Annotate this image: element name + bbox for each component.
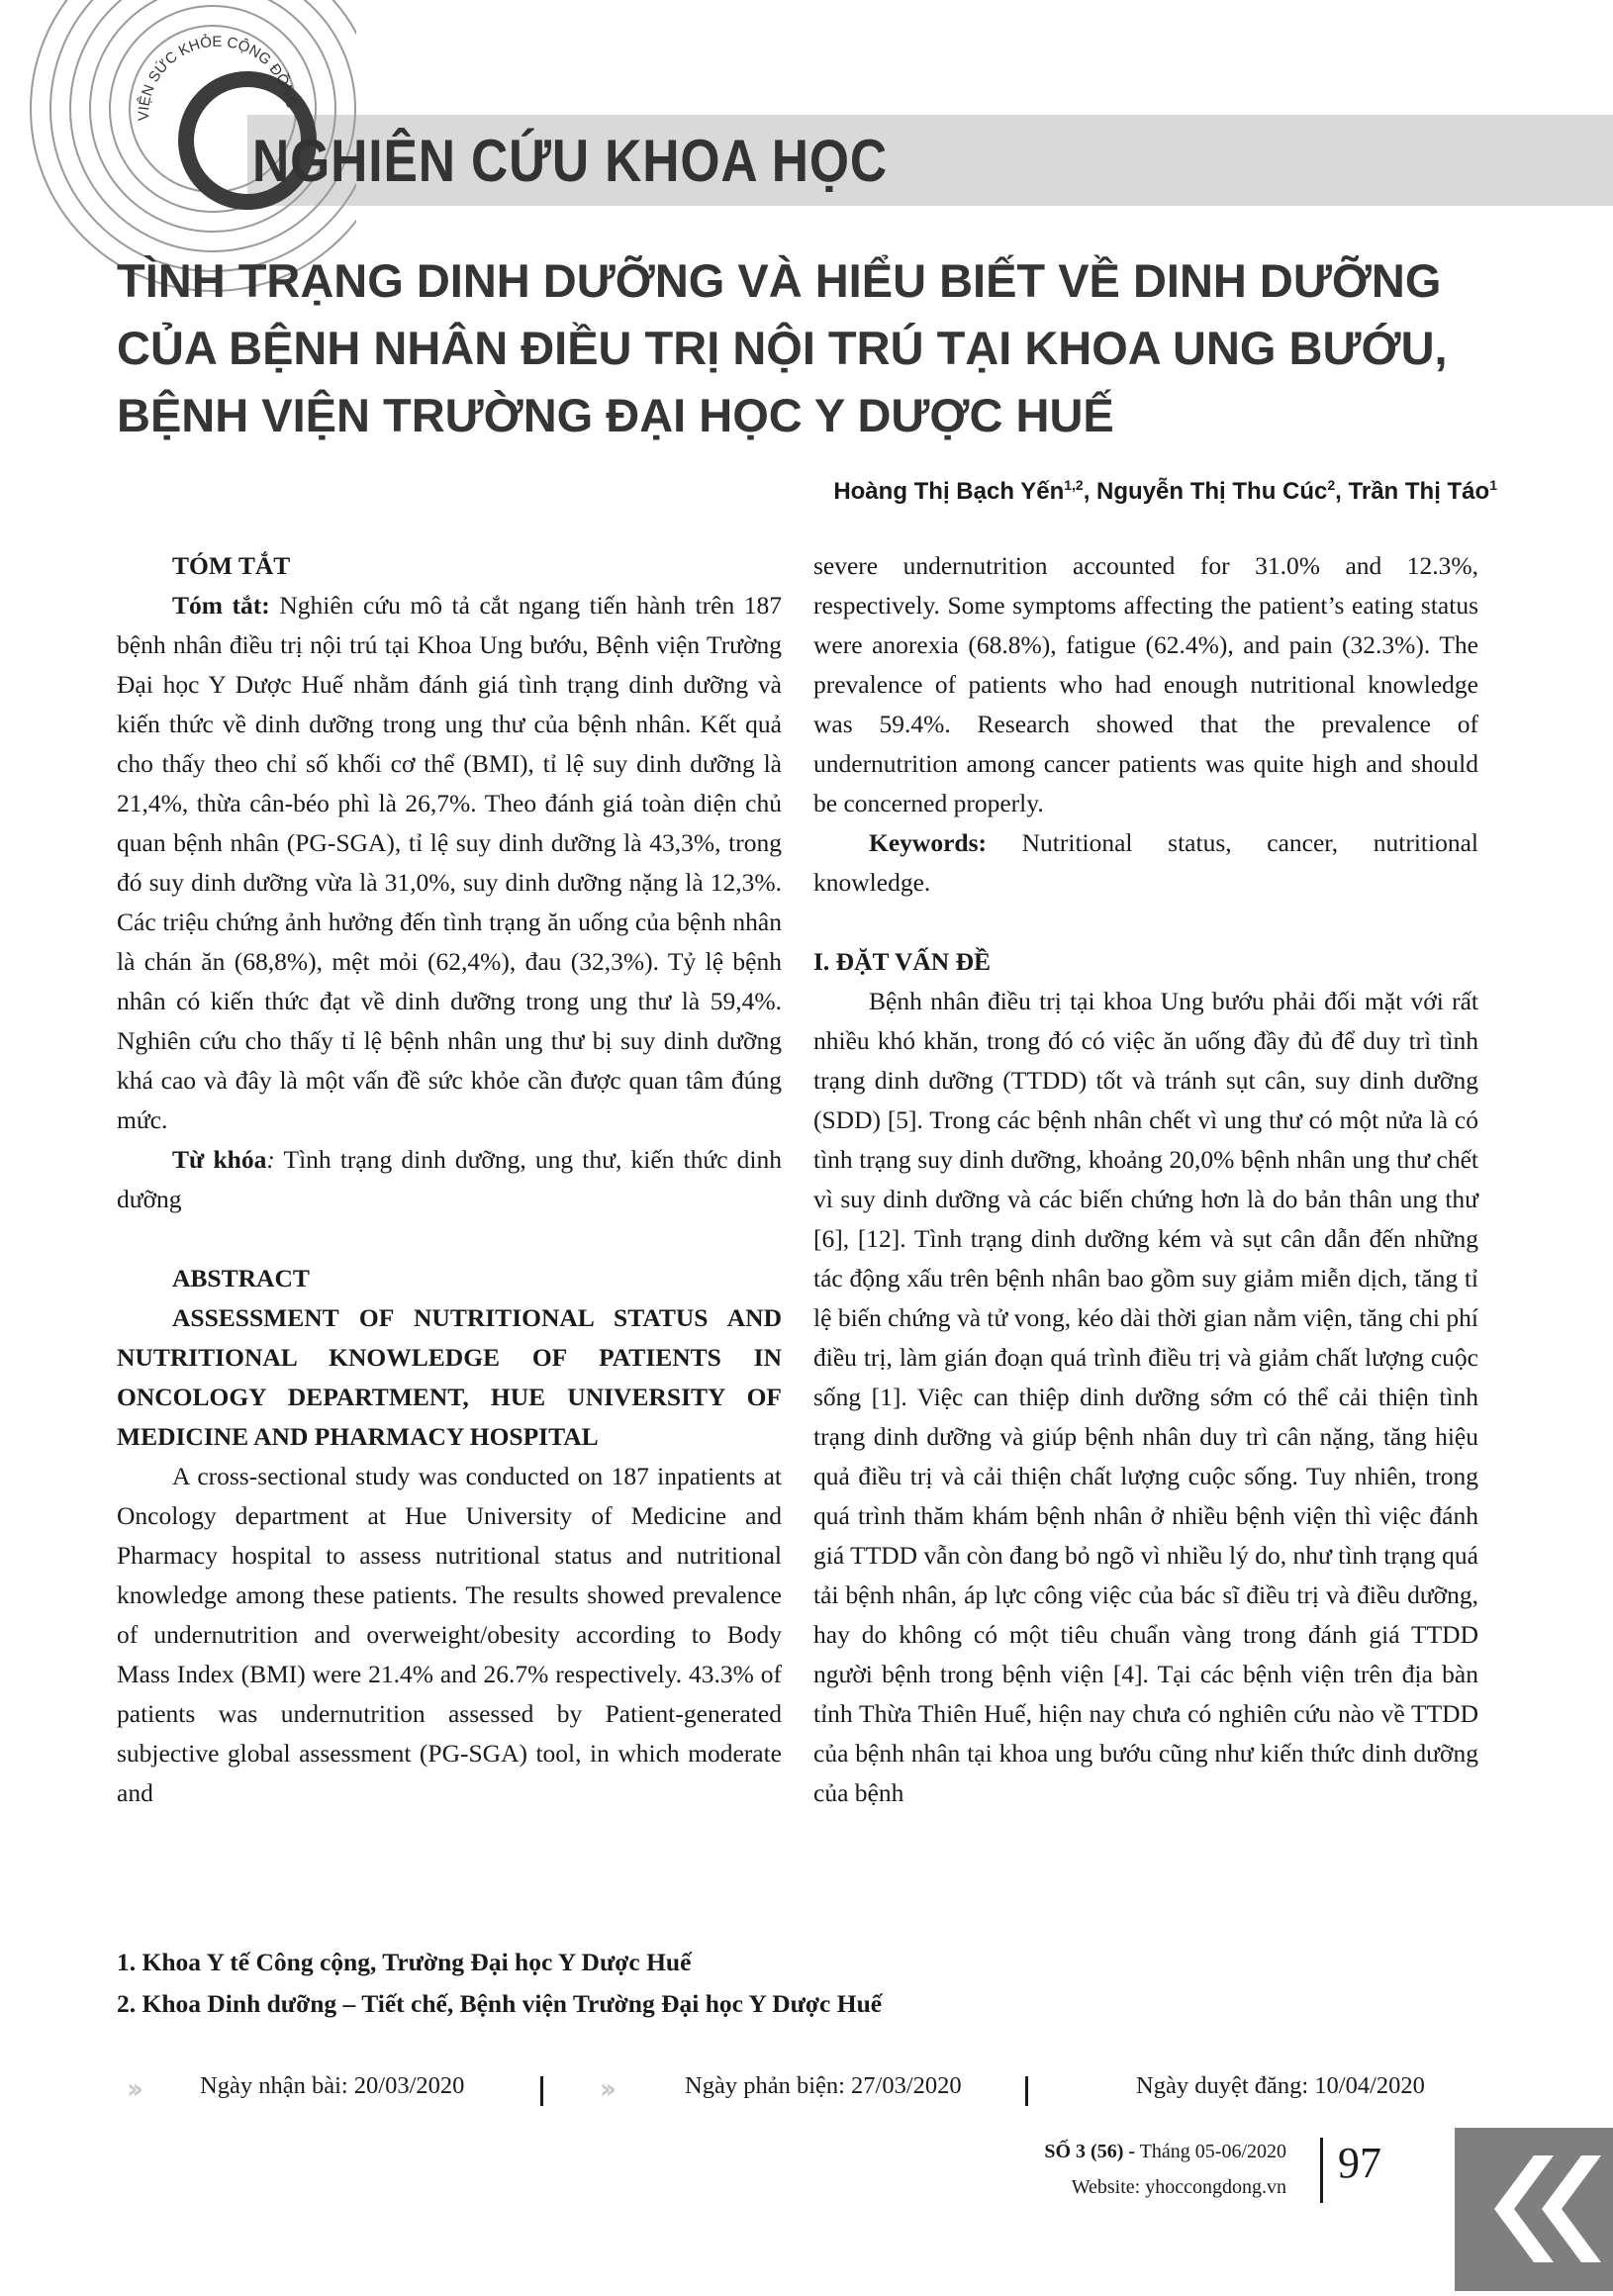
affiliations (117, 1942, 882, 2025)
issue-number: SỐ 3 (56) - (1044, 2141, 1136, 2162)
accepted-date: Ngày duyệt đăng: 10/04/2020 (1136, 2072, 1425, 2099)
en-keywords (813, 823, 1478, 903)
issue-info (1044, 2134, 1286, 2205)
intro-heading: I. ĐẶT VẤN ĐỀ (813, 947, 992, 976)
page-number: 97 (1338, 2139, 1381, 2187)
title-line: BỆNH VIỆN TRƯỜNG ĐẠI HỌC Y DƯỢC HUẾ (117, 389, 1114, 441)
article-dates (117, 2064, 1502, 2112)
divider (1025, 2076, 1028, 2106)
abstract-title: ASSESSMENT OF NUTRITIONAL STATUS AND NUTRITIONAL KNOWLEDGE OF PATIENTS IN ONCOLOGY DEPARTMENT, HUE UNIVERSITY OF MEDICINE AND PHARMACY HOSPITAL (117, 1303, 782, 1451)
author-affiliation: 1,2 (1064, 477, 1084, 493)
issue-months: Tháng 05-06/2020 (1135, 2141, 1286, 2162)
title-line: TÌNH TRẠNG DINH DƯỠNG VÀ HIỂU BIẾT VỀ DINH DƯỠNG (117, 254, 1442, 307)
divider (540, 2076, 543, 2106)
vn-keywords (117, 1140, 782, 1219)
article-title (117, 247, 1522, 449)
corner-block (1455, 2128, 1613, 2291)
section-label: NGHIÊN CỨU KHOA HỌC (252, 128, 889, 194)
author-name: Trần Thị Táo (1348, 478, 1490, 505)
vn-keywords-text: Tình trạng dinh dưỡng, ung thư, kiến thức dinh dưỡng (117, 1145, 782, 1213)
double-chevron-left-icon (1455, 2128, 1613, 2291)
abstract-paragraph: A cross-sectional study was conducted on 187 inpatients at Oncology department at Hue University of Medicine and Pharmacy hospital to assess nutritional status and nutritional knowledge among these patients. The results showed prevalence of undernutrition and overweight/obesity according to Body Mass Index (BMI) were 21.4% and 26.7% respectively. 43.3% of patients was undernutrition assessed by Patient-generated subjective global assessment (PG-SGA) tool, in which moderate and (117, 1462, 782, 1807)
logo-text: VIỆN SỨC KHỎE CỘNG ĐỒNG (135, 33, 300, 122)
en-keywords-label: Keywords: (869, 828, 987, 857)
abstract-heading: ABSTRACT (172, 1264, 310, 1292)
left-column (117, 546, 782, 1813)
en-keywords-text: Nutritional status, cancer, nutritional knowledge. (813, 828, 1478, 897)
website: Website: yhoccongdong.vn (1071, 2176, 1286, 2198)
author-list (833, 477, 1497, 506)
abstract-continued: severe undernutrition accounted for 31.0% and 12.3%, respectively. Some symptoms affecting the patient’s eating status were anorexia (68.8%), fatigue (62.4%), and pain (32.3%). The prevalence of patients who had enough nutritional knowledge was 59.4%. Research showed that the prevalence of undernutrition among cancer patients was quite high and should be concerned properly. (813, 551, 1478, 817)
affiliation-item: 1. Khoa Y tế Công cộng, Trường Đại học Y Dược Huế (117, 1948, 692, 1976)
vn-keywords-colon: : (266, 1145, 275, 1174)
affiliation-item: 2. Khoa Dinh dưỡng – Tiết chế, Bệnh viện Trường Đại học Y Dược Huế (117, 1989, 883, 2018)
summary-paragraph (117, 586, 782, 1140)
issue-line (1044, 2134, 1286, 2169)
title-line: CỦA BỆNH NHÂN ĐIỀU TRỊ NỘI TRÚ TẠI KHOA UNG BƯỚU, (117, 322, 1448, 374)
author-separator: , (1335, 478, 1349, 505)
summary-heading: TÓM TẮT (172, 551, 291, 580)
vn-keywords-label: Từ khóa (172, 1145, 267, 1174)
right-column (813, 546, 1478, 1813)
chevron-right-icon: ›› (600, 2072, 612, 2105)
received-date: Ngày nhận bài: 20/03/2020 (200, 2072, 465, 2099)
divider (1320, 2138, 1323, 2203)
author-affiliation: 2 (1327, 477, 1336, 493)
intro-paragraph: Bệnh nhân điều trị tại khoa Ung bướu phải đối mặt với rất nhiều khó khăn, trong đó có việc ăn uống đầy đủ để duy trì tình trạng dinh dưỡng (TTDD) tốt và tránh sụt cân, suy dinh dưỡng (SDD) [5]. Trong các bệnh nhân chết vì ung thư có một nửa là có tình trạng suy dinh dưỡng, khoảng 20,0% bệnh nhân ung thư chết vì suy dinh dưỡng và các biến chứng hơn là do bản thân ung thư [6], [12]. Tình trạng dinh dưỡng kém và sụt cân dẫn đến những tác động xấu trên bệnh nhân bao gồm suy giảm miễn dịch, tăng tỉ lệ biến chứng và tử vong, kéo dài thời gian nằm viện, tăng chi phí điều trị, làm gián đoạn quá trình điều trị và giảm chất lượng cuộc sống [1]. Việc can thiệp dinh dưỡng sớm có thể cải thiện tình trạng dinh dưỡng và giúp bệnh nhân duy trì cân nặng, tăng hiệu quả điều trị và cải thiện chất lượng cuộc sống. Tuy nhiên, trong quá trình thăm khám bệnh nhân ở nhiều bệnh viện thì việc đánh giá TTDD vẫn còn đang bỏ ngõ vì nhiều lý do, như tình trạng quá tải bệnh nhân, áp lực công việc của bác sĩ điều trị và điều dưỡng, hay do không có một tiêu chuẩn vàng trong đánh giá TTDD người bệnh trong bệnh viện [4]. Tại các bệnh viện trên địa bàn tỉnh Thừa Thiên Huế, hiện nay chưa có nghiên cứu nào về TTDD của bệnh nhân tại khoa ung bướu cũng như kiến thức dinh dưỡng của bệnh (813, 987, 1478, 1807)
chevron-right-icon: ›› (127, 2072, 139, 2105)
author-separator: , (1083, 478, 1097, 505)
author-name: Hoàng Thị Bạch Yến (833, 478, 1065, 505)
summary-label: Tóm tắt: (172, 591, 270, 620)
review-date: Ngày phản biện: 27/03/2020 (685, 2072, 962, 2099)
author-affiliation: 1 (1489, 477, 1497, 493)
summary-text: Nghiên cứu mô tả cắt ngang tiến hành trên 187 bệnh nhân điều trị nội trú tại Khoa Ung bướu, Bệnh viện Trường Đại học Y Dược Huế nhằm đánh giá tình trạng dinh dưỡng và kiến thức về dinh dưỡng trong ung thư của bệnh nhân. Kết quả cho thấy theo chỉ số khối cơ thể (BMI), tỉ lệ suy dinh dưỡng là 21,4%, thừa cân-béo phì là 26,7%. Theo đánh giá toàn diện chủ quan bệnh nhân (PG-SGA), tỉ lệ suy dinh dưỡng là 43,3%, trong đó suy dinh dưỡng vừa là 31,0%, suy dinh dưỡng nặng là 12,3%. Các triệu chứng ảnh hưởng đến tình trạng ăn uống của bệnh nhân là chán ăn (68,8%), mệt mỏi (62,4%), đau (32,3%). Tỷ lệ bệnh nhân có kiến thức đạt về dinh dưỡng trong ung thư là 59,4%. Nghiên cứu cho thấy tỉ lệ bệnh nhân ung thư bị suy dinh dưỡng khá cao và đây là một vấn đề sức khỏe cần được quan tâm đúng mức. (117, 591, 782, 1134)
author-name: Nguyễn Thị Thu Cúc (1096, 478, 1328, 505)
